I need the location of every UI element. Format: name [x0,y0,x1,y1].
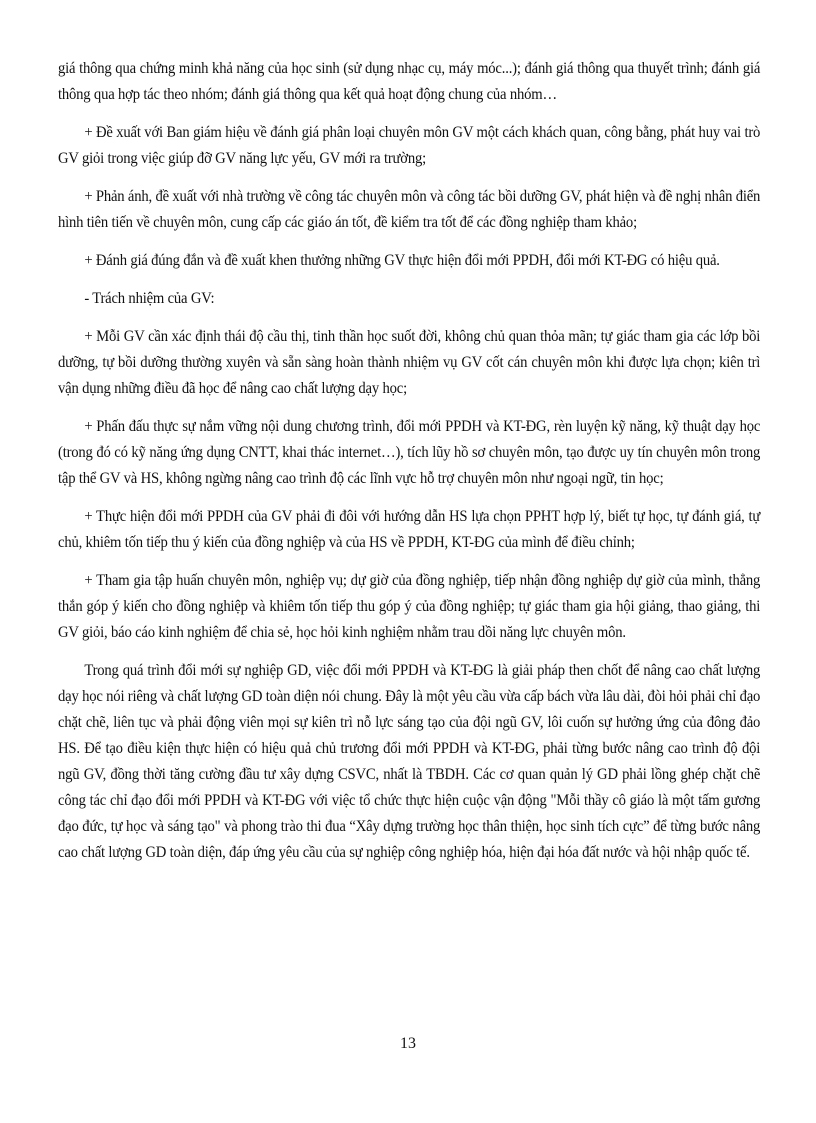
paragraph-assessment-methods: giá thông qua chứng minh khả năng của học sinh (sử dụng nhạc cụ, máy móc...); đánh giá thông qua thuyết trình; đánh giá thông qua hợp tác theo nhóm; đánh giá thông qua kết quả hoạt động chung của nhóm… [58,60,761,103]
paragraph-reward-teachers: + Đánh giá đúng đắn và đề xuất khen thưởng những GV thực hiện đổi mới PPDH, đổi mới KT-ĐG có hiệu quả. [84,252,720,269]
paragraph-professional-training: + Tham gia tập huấn chuyên môn, nghiệp vụ; dự giờ của đồng nghiệp, tiếp nhận đồng nghiệp dự giờ của mình, thẳng thắn góp ý kiến cho đồng nghiệp và khiêm tốn tiếp thu góp ý của đồng nghiệp; tự giác tham gia hội giảng, thao giảng, thi GV giỏi, báo cáo kinh nghiệm để chia sẻ, học hỏi kinh nghiệm nhằm trau dồi năng lực chuyên môn. [58,572,761,641]
paragraph-feedback-school: + Phản ánh, đề xuất với nhà trường về công tác chuyên môn và công tác bồi dưỡng GV, phát hiện và đề nghị nhân điển hình tiên tiến về chuyên môn, cung cấp các giáo án tốt, đề kiểm tra tốt để các đồng nghiệp tham khảo; [58,188,761,231]
paragraph-guide-students: + Thực hiện đổi mới PPDH của GV phải đi đôi với hướng dẫn HS lựa chọn PPHT hợp lý, biết tự học, tự đánh giá, tự chủ, khiêm tốn tiếp thu ý kiến của đồng nghiệp và của HS về PPDH, KT-ĐG của mình để điều chỉnh; [58,508,761,551]
paragraph-propose-evaluation: + Đề xuất với Ban giám hiệu về đánh giá phân loại chuyên môn GV một cách khách quan, công bằng, phát huy vai trò GV giỏi trong việc giúp đỡ GV năng lực yếu, GV mới ra trường; [58,124,761,167]
paragraph-master-curriculum: + Phấn đấu thực sự nắm vững nội dung chương trình, đổi mới PPDH và KT-ĐG, rèn luyện kỹ năng, kỹ thuật dạy học (trong đó có kỹ năng ứng dụng CNTT, khai thác internet…), tích lũy hồ sơ chuyên môn, tạo được uy tín chuyên môn trong tập thể GV và HS, không ngừng nâng cao trình độ các lĩnh vực hỗ trợ chuyên môn như ngoại ngữ, tin học; [58,418,761,487]
paragraph-conclusion: Trong quá trình đổi mới sự nghiệp GD, việc đổi mới PPDH và KT-ĐG là giải pháp then chốt để nâng cao chất lượng dạy học nói riêng và chất lượng GD toàn diện nói chung. Đây là một yêu cầu vừa cấp bách vừa lâu dài, đòi hỏi phải chỉ đạo chặt chẽ, liên tục và phải động viên mọi sự kiên trì nỗ lực sáng tạo của đội ngũ GV, lôi cuốn sự hưởng ứng của đông đảo HS. Để tạo điều kiện thực hiện có hiệu quả chủ trương đổi mới PPDH và KT-ĐG, phải từng bước nâng cao trình độ đội ngũ GV, đồng thời tăng cường đầu tư xây dựng CSVC, nhất là TBDH. Các cơ quan quản lý GD phải lồng ghép chặt chẽ công tác chỉ đạo đổi mới PPDH và KT-ĐG với việc tổ chức thực hiện cuộc vận động "Mỗi thầy cô giáo là một tấm gương đạo đức, tự học và sáng tạo" và phong trào thi đua “Xây dựng trường học thân thiện, học sinh tích cực” để từng bước nâng cao chất lượng GD toàn diện, đáp ứng yêu cầu của sự nghiệp công nghiệp hóa, hiện đại hóa đất nước và hội nhập quốc tế. [58,662,761,861]
paragraph-teacher-attitude: + Mỗi GV cần xác định thái độ cầu thị, tinh thần học suốt đời, không chủ quan thỏa mãn; tự giác tham gia các lớp bồi dưỡng, tự bồi dưỡng thường xuyên và sẵn sàng hoàn thành nhiệm vụ GV cốt cán chuyên môn khi được lựa chọn; kiên trì vận dụng những điều đã học để nâng cao chất lượng dạy học; [58,328,761,397]
document-page [58,56,760,878]
paragraph-teacher-responsibility-heading: - Trách nhiệm của GV: [84,290,215,307]
page-number: 13 [400,1035,416,1052]
